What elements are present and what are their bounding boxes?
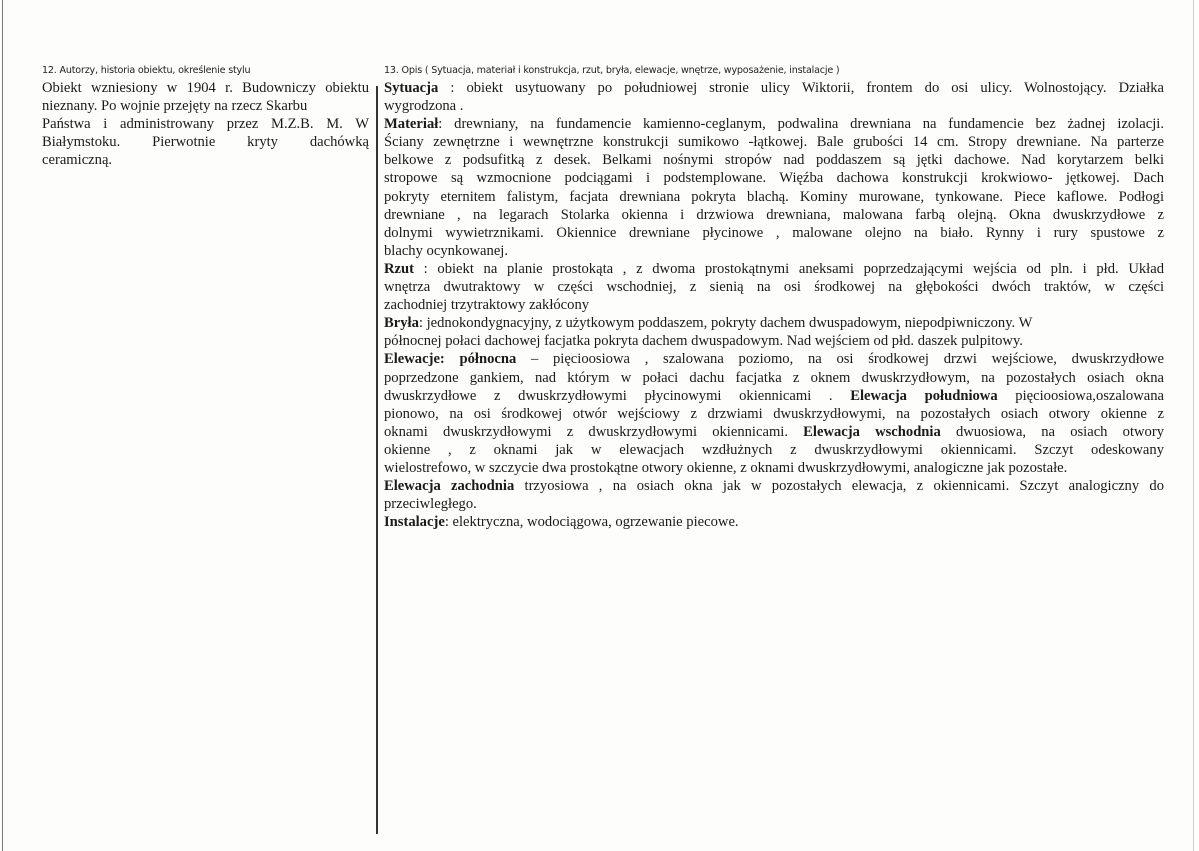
text-line	[384, 477, 1164, 495]
bold-label: Elewacja południowa	[850, 387, 998, 404]
text-line	[384, 314, 1164, 332]
text-segment: poprzedzone gankiem, nad którym w połaci dachu facjatka z oknem dwuskrzydłowym, na pozostałych osiach okna	[384, 369, 1164, 386]
text-segment: dwuskrzydłowe z dwuskrzydłowymi płycinowymi okiennicami .	[384, 387, 851, 404]
page-border-left	[2, 0, 3, 851]
text-segment: nieznany. Po wojnie przejęty na rzecz Skarbu	[42, 98, 308, 115]
text-segment: blachy ocynkowanej.	[384, 242, 509, 259]
text-segment: dolnymi wywietrznikami. Okiennice drewniane płycinowe , malowane olejno na biało. Rynny i rury spustowe z	[384, 224, 1164, 241]
text-segment: zachodniej trzytraktowy zakłócony	[384, 297, 590, 314]
text-segment: : jednokondygnacyjny, z użytkowym poddaszem, pokryty dachem dwuspadowym, niepodpiwniczony. W	[418, 315, 1033, 332]
text-segment: wielostrefowo, w szczycie dwa prostokątne otwory okienne, z oknami dwuskrzydłowymi, analogiczne jak pozostałe.	[384, 459, 1068, 476]
section-13-heading: 13. Opis ( Sytuacja, materiał i konstrukcja, rzut, bryła, elewacje, wnętrze, wyposażenie, instalacje )	[384, 65, 840, 76]
text-line	[384, 405, 1164, 423]
text-line	[384, 206, 1164, 224]
text-segment: dwuosiowa, na osiach otwory	[940, 423, 1165, 440]
column-divider	[376, 86, 378, 834]
bold-label: Elewacje: północna	[384, 351, 517, 368]
text-line	[384, 459, 1164, 477]
text-line	[384, 151, 1164, 169]
text-line	[384, 296, 1164, 314]
text-line	[384, 115, 1164, 133]
text-segment: oknami dwuskrzydłowymi z dwuskrzydłowymi okiennicami.	[384, 423, 804, 440]
text-line	[384, 350, 1164, 368]
text-line	[42, 79, 369, 97]
section-13-body	[384, 79, 1164, 531]
text-segment: pionowo, na osi środkowej otwór wejściowy z drzwiami dwuskrzydłowymi, na pozostałych osiach otwory okienne z	[384, 405, 1164, 422]
page-border-right	[1193, 0, 1194, 851]
text-segment: : obiekt na planie prostokąta , z dwoma prostokątnymi aneksami poprzedzającymi wejścia od pln. i płd. Układ	[414, 260, 1164, 277]
text-segment: trzyosiowa , na osiach okna jak w pozostałych elewacja, z okiennicami. Szczyt analogiczny do	[514, 478, 1164, 495]
text-line	[384, 278, 1164, 296]
text-segment: : obiekt usytuowany po południowej stronie ulicy Wiktorii, frontem do osi ulicy. Wolnostojący. Działka	[438, 80, 1164, 96]
section-12-body	[42, 79, 369, 169]
text-line	[384, 169, 1164, 187]
text-line	[384, 513, 1164, 531]
text-segment: Białymstoku. Pierwotnie kryty dachówką	[42, 134, 369, 151]
text-segment: wnętrza dwutraktowy w części wschodniej, z sienią na osi środkowej na głębokości dwóch traktów, w części	[384, 279, 1164, 296]
text-line	[42, 151, 369, 169]
text-segment: drewniane , na legarach Stolarka okienna i drzwiowa drewniana, malowana farbą olejną. Okna dwuskrzydłowe z	[384, 206, 1164, 223]
section-12-heading: 12. Autorzy, historia obiektu, określenie stylu	[42, 65, 251, 76]
text-segment: Obiekt wzniesiony w 1904 r. Budowniczy obiektu	[42, 80, 369, 96]
bold-label: Elewacja zachodnia	[384, 478, 515, 495]
bold-label: Sytuacja	[384, 80, 439, 96]
text-segment: pięcioosiowa,oszalowana	[997, 387, 1165, 404]
text-segment: pokryty eternitem falistym, facjata drewniana pokryta blachą. Kominy murowane, tynkowane. Piece kaflowe. Podłogi	[384, 188, 1164, 205]
text-line	[384, 387, 1164, 405]
text-segment: wygrodzona .	[384, 98, 464, 115]
text-line	[384, 441, 1164, 459]
text-segment: : drewniany, na fundamencie kamienno-ceglanym, podwalina drewniana na fundamencie bez żadnej izolacji.	[438, 116, 1164, 133]
text-segment: północnej połaci dachowej facjatka pokryta dachem dwuspadowym. Nad wejściem od płd. daszek pulpitowy.	[384, 333, 1023, 350]
bold-label: Rzut	[384, 260, 414, 277]
text-line	[384, 242, 1164, 260]
text-line	[384, 332, 1164, 350]
text-line	[384, 188, 1164, 206]
bold-label: Instalacje	[384, 514, 445, 531]
text-segment: Ściany zewnętrzne i wewnętrzne konstrukcji sumikowo -łątkowej. Bale grubości 14 cm. Stropy drewniane. Na parterze	[384, 134, 1164, 151]
text-segment: ceramiczną.	[42, 152, 113, 169]
text-segment: okienne , z oknami jak w elewacjach wzdłużnych z dwuskrzydłowymi okiennicami. Szczyt odeskowany	[384, 441, 1164, 458]
bold-label: Materiał	[384, 116, 439, 133]
text-segment: belkowe z podsufitką z desek. Belkami nośnymi stropów nad poddaszem są jętki dachowe. Nad korytarzem belki	[384, 152, 1164, 169]
text-line	[384, 369, 1164, 387]
text-segment: – pięcioosiowa , szalowana poziomo, na osi środkowej drzwi wejściowe, dwuskrzydłowe	[516, 351, 1164, 368]
text-line	[384, 423, 1164, 441]
text-line	[42, 97, 369, 115]
text-line	[42, 133, 369, 151]
text-line	[384, 495, 1164, 513]
text-line	[384, 133, 1164, 151]
text-line	[384, 97, 1164, 115]
text-segment: stropowe są wzmocnione podciągami i podstemplowane. Więźba dachowa konstrukcji krokwiowo- jętkowej. Dach	[384, 170, 1164, 187]
text-line	[384, 79, 1164, 97]
bold-label: Elewacja wschodnia	[803, 423, 941, 440]
text-segment: przeciwległego.	[384, 496, 477, 513]
text-segment: : elektryczna, wodociągowa, ogrzewanie piecowe.	[444, 514, 739, 531]
text-segment: Państwa i administrowany przez M.Z.B. M. W	[42, 116, 369, 133]
text-line	[384, 224, 1164, 242]
bold-label: Bryła	[384, 315, 419, 332]
text-line	[384, 260, 1164, 278]
text-line	[42, 115, 369, 133]
